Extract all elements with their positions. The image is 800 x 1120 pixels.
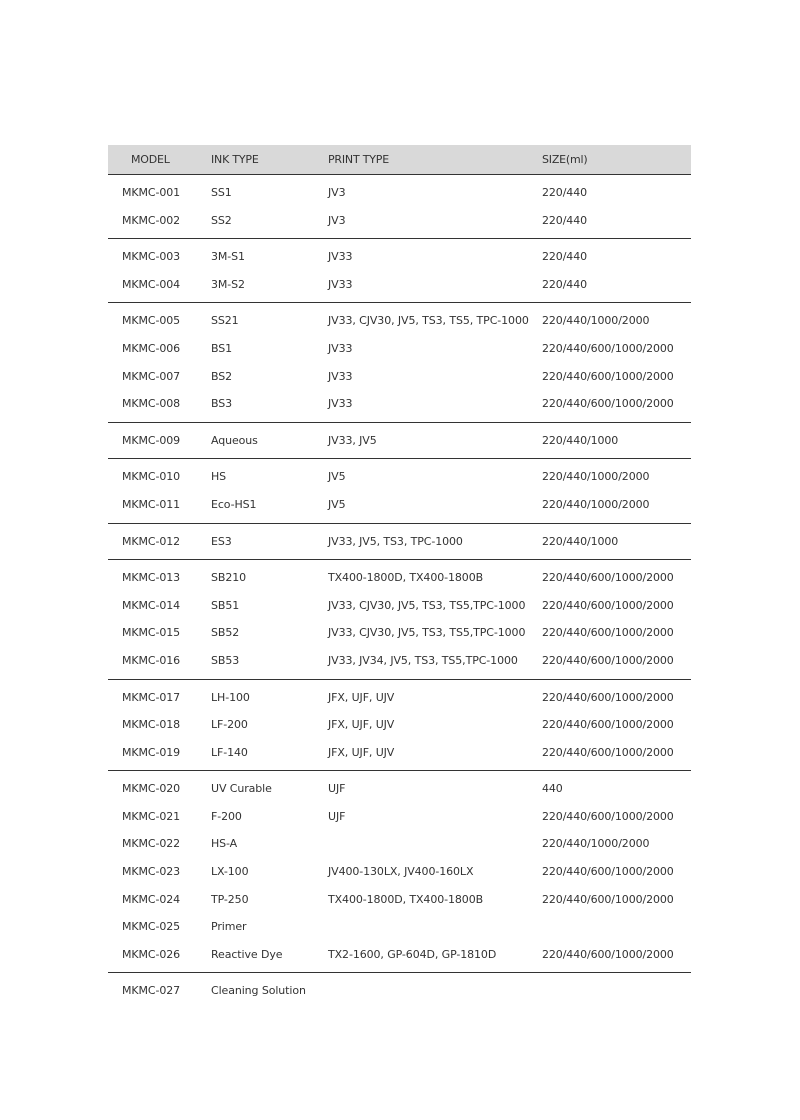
model-cell: MKMC-012	[122, 534, 181, 548]
table-row	[108, 739, 691, 767]
size-cell: 220/440	[542, 186, 587, 199]
table-row	[108, 592, 691, 620]
size-cell: 220/440/1000/2000	[542, 470, 650, 484]
size-cell: 220/440/1000/2000	[542, 837, 650, 851]
print-type-cell: JV33	[328, 277, 353, 291]
ink-type-cell: ES3	[211, 534, 232, 548]
model-cell: MKMC-016	[122, 653, 181, 667]
model-cell: MKMC-027	[122, 984, 181, 998]
table-row	[108, 619, 691, 647]
print-type-cell: JV33, JV5	[328, 433, 377, 447]
table-row	[108, 775, 691, 803]
row-group	[108, 524, 691, 561]
table-row	[108, 941, 691, 969]
ink-type-cell: LF-200	[211, 718, 248, 732]
table-row	[108, 528, 691, 556]
table-row	[108, 830, 691, 858]
size-cell: 220/440/600/1000/2000	[542, 865, 674, 879]
print-type-cell: JV3	[328, 186, 346, 199]
model-cell: MKMC-002	[122, 213, 181, 227]
print-type-cell: JV33	[328, 341, 353, 355]
size-cell: 440	[542, 782, 563, 796]
size-cell: 220/440/1000/2000	[542, 497, 650, 511]
model-cell: MKMC-008	[122, 397, 181, 411]
table-row	[108, 427, 691, 455]
size-cell: 220/440/600/1000/2000	[542, 397, 674, 411]
ink-type-cell: HS	[211, 470, 227, 484]
size-cell: 220/440/600/1000/2000	[542, 718, 674, 732]
table-row	[108, 647, 691, 675]
ink-type-cell: Primer	[211, 920, 247, 934]
size-cell: 220/440/1000	[542, 433, 619, 447]
row-group	[108, 423, 691, 460]
ink-type-cell: F-200	[211, 809, 242, 823]
model-cell: MKMC-005	[122, 314, 181, 328]
model-cell: MKMC-018	[122, 718, 181, 732]
model-cell: MKMC-017	[122, 690, 181, 704]
print-type-cell: TX400-1800D, TX400-1800B	[328, 571, 484, 585]
size-cell: 220/440/600/1000/2000	[542, 626, 674, 640]
model-cell: MKMC-023	[122, 865, 181, 879]
model-cell: MKMC-009	[122, 433, 181, 447]
row-group	[108, 459, 691, 523]
size-cell: 220/440/600/1000/2000	[542, 745, 674, 759]
print-type-cell: JV33, CJV30, JV5, TS3, TS5,TPC-1000	[328, 626, 526, 640]
header-ink-type: INK TYPE	[211, 153, 259, 166]
ink-type-cell: SB52	[211, 626, 240, 640]
table-row	[108, 243, 691, 271]
header-size: SIZE(ml)	[542, 153, 588, 166]
table-row	[108, 491, 691, 519]
table-row	[108, 913, 691, 941]
table-row	[108, 363, 691, 391]
size-cell: 220/440/600/1000/2000	[542, 598, 674, 612]
print-type-cell: JV33, JV34, JV5, TS3, TS5,TPC-1000	[328, 653, 518, 667]
model-cell: MKMC-004	[122, 277, 181, 291]
table-header	[108, 145, 691, 175]
row-group	[108, 175, 691, 239]
ink-type-cell: SB51	[211, 598, 240, 612]
print-type-cell: JV33	[328, 397, 353, 411]
print-type-cell: TX400-1800D, TX400-1800B	[328, 892, 484, 906]
table-row	[108, 207, 691, 235]
print-type-cell: TX2-1600, GP-604D, GP-1810D	[328, 947, 497, 961]
print-type-cell: JFX, UJF, UJV	[328, 718, 395, 732]
ink-type-cell: HS-A	[211, 837, 238, 851]
size-cell: 220/440/600/1000/2000	[542, 809, 674, 823]
size-cell: 220/440	[542, 250, 587, 264]
size-cell: 220/440/600/1000/2000	[542, 341, 674, 355]
print-type-cell: JFX, UJF, UJV	[328, 745, 395, 759]
model-cell: MKMC-021	[122, 809, 181, 823]
row-group	[108, 303, 691, 422]
print-type-cell: JV33, CJV30, JV5, TS3, TS5, TPC-1000	[328, 314, 529, 328]
size-cell: 220/440/600/1000/2000	[542, 369, 674, 383]
ink-type-cell: BS2	[211, 369, 233, 383]
ink-type-cell: SS2	[211, 213, 232, 227]
table-body	[108, 175, 691, 1009]
table-row	[108, 335, 691, 363]
ink-type-cell: Reactive Dye	[211, 947, 283, 961]
row-group	[108, 239, 691, 303]
table-row	[108, 803, 691, 831]
model-cell: MKMC-024	[122, 892, 181, 906]
print-type-cell: JV33	[328, 250, 353, 264]
size-cell: 220/440/600/1000/2000	[542, 653, 674, 667]
ink-type-cell: TP-250	[211, 892, 249, 906]
table-row	[108, 711, 691, 739]
print-type-cell: JV400-130LX, JV400-160LX	[328, 865, 474, 879]
model-cell: MKMC-001	[122, 186, 181, 199]
row-group	[108, 560, 691, 679]
model-cell: MKMC-022	[122, 837, 181, 851]
table-row	[108, 886, 691, 914]
model-cell: MKMC-007	[122, 369, 181, 383]
ink-type-cell: Aqueous	[211, 433, 258, 447]
model-cell: MKMC-025	[122, 920, 181, 934]
table-row	[108, 977, 691, 1005]
row-group	[108, 771, 691, 973]
table-row	[108, 390, 691, 418]
model-cell: MKMC-003	[122, 250, 181, 264]
table-row	[108, 858, 691, 886]
print-type-cell: JV5	[328, 497, 346, 511]
size-cell: 220/440/600/1000/2000	[542, 892, 674, 906]
model-cell: MKMC-006	[122, 341, 181, 355]
model-cell: MKMC-015	[122, 626, 181, 640]
size-cell: 220/440	[542, 213, 587, 227]
ink-type-cell: BS3	[211, 397, 233, 411]
ink-type-cell: 3M-S2	[211, 277, 245, 291]
ink-type-cell: LH-100	[211, 690, 250, 704]
size-cell: 220/440/600/1000/2000	[542, 571, 674, 585]
print-type-cell: JV33, CJV30, JV5, TS3, TS5,TPC-1000	[328, 598, 526, 612]
model-cell: MKMC-010	[122, 470, 181, 484]
model-cell: MKMC-014	[122, 598, 181, 612]
print-type-cell: UJF	[328, 782, 346, 796]
ink-type-cell: SS21	[211, 314, 239, 328]
model-cell: MKMC-011	[122, 497, 181, 511]
ink-type-cell: SB210	[211, 571, 247, 585]
size-cell: 220/440	[542, 277, 587, 291]
header-model: MODEL	[131, 153, 170, 166]
table-row	[108, 179, 691, 207]
size-cell: 220/440/1000	[542, 534, 619, 548]
table-row	[108, 684, 691, 712]
print-type-cell: JV33, JV5, TS3, TPC-1000	[328, 534, 463, 548]
table-row	[108, 463, 691, 491]
row-group	[108, 973, 691, 1009]
ink-table	[108, 145, 691, 1009]
print-type-cell: JV5	[328, 470, 346, 484]
table-row	[108, 564, 691, 592]
table-row	[108, 271, 691, 299]
size-cell: 220/440/600/1000/2000	[542, 947, 674, 961]
ink-type-cell: LF-140	[211, 745, 248, 759]
model-cell: MKMC-020	[122, 782, 181, 796]
header-print-type: PRINT TYPE	[328, 153, 389, 166]
ink-type-cell: LX-100	[211, 865, 249, 879]
table-row	[108, 307, 691, 335]
model-cell: MKMC-019	[122, 745, 181, 759]
model-cell: MKMC-013	[122, 571, 181, 585]
ink-type-cell: Cleaning Solution	[211, 984, 306, 998]
ink-type-cell: SS1	[211, 186, 232, 199]
model-cell: MKMC-026	[122, 947, 181, 961]
size-cell: 220/440/1000/2000	[542, 314, 650, 328]
ink-type-cell: UV Curable	[211, 782, 272, 796]
ink-type-cell: BS1	[211, 341, 233, 355]
ink-type-cell: 3M-S1	[211, 250, 245, 264]
print-type-cell: JFX, UJF, UJV	[328, 690, 395, 704]
ink-type-cell: SB53	[211, 653, 240, 667]
row-group	[108, 680, 691, 772]
print-type-cell: JV3	[328, 213, 346, 227]
size-cell: 220/440/600/1000/2000	[542, 690, 674, 704]
print-type-cell: UJF	[328, 809, 346, 823]
print-type-cell: JV33	[328, 369, 353, 383]
ink-type-cell: Eco-HS1	[211, 497, 257, 511]
